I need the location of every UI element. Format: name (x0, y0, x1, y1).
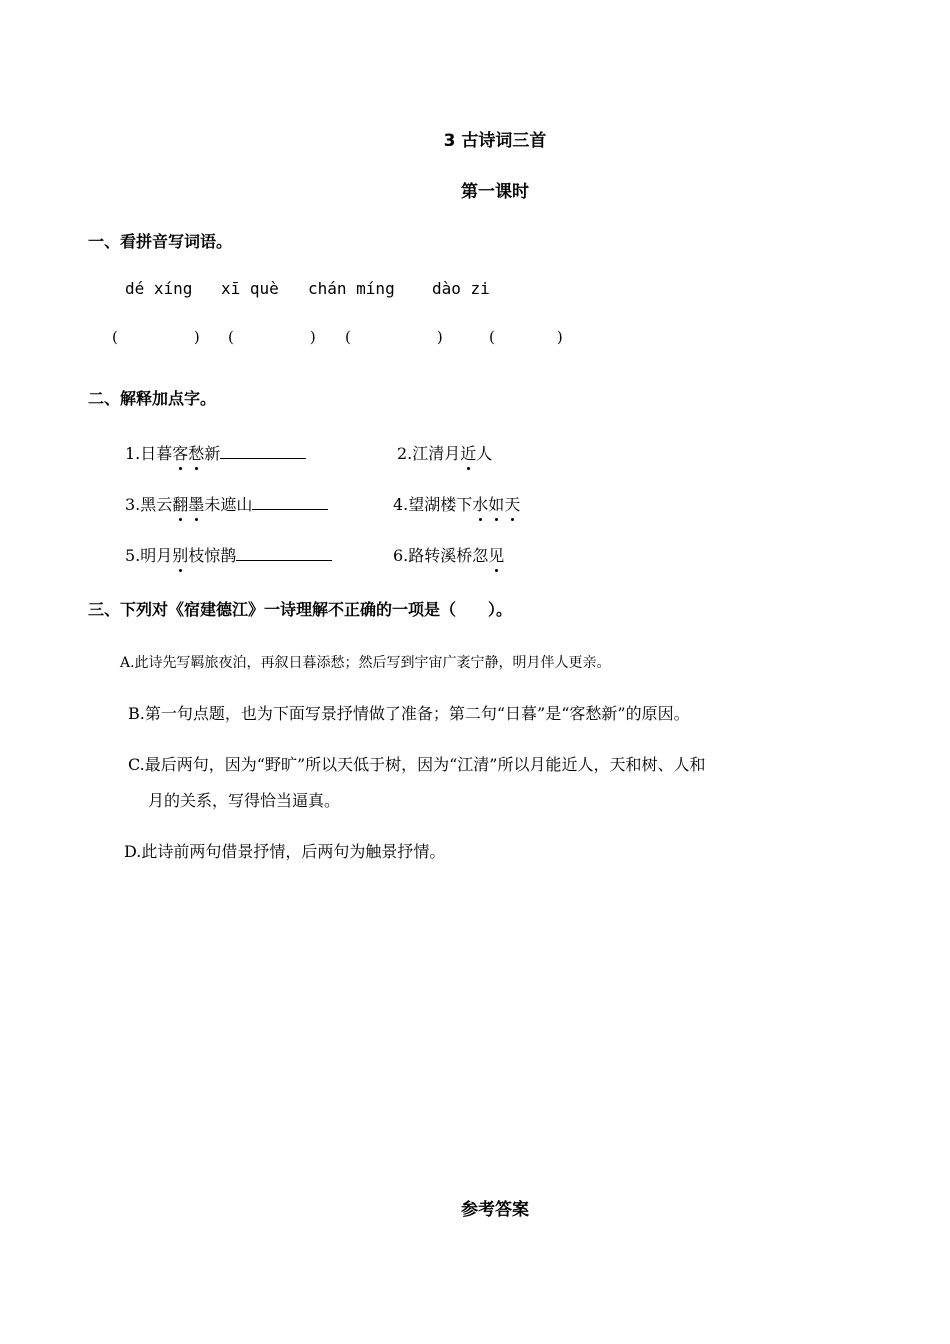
option-c-line2[interactable]: 月的关系，写得恰当逼真。 (148, 791, 341, 810)
dotted-char: 客 (172, 441, 188, 464)
answer-box-1[interactable]: ( ) (112, 328, 200, 346)
section-2-heading: 二、解释加点字。 (88, 389, 217, 408)
dotted-char: 近 (460, 441, 476, 464)
item-2: 2.江清月近人 (397, 441, 492, 464)
lesson-subtitle: 第一课时 (461, 182, 529, 202)
option-d[interactable]: D.此诗前两句借景抒情，后两句为触景抒情。 (124, 842, 446, 861)
dotted-char: 翻 (172, 492, 188, 515)
dotted-char: 天 (504, 492, 520, 515)
answer-box-3[interactable]: ( ) (345, 328, 443, 346)
answer-blank-5[interactable] (236, 544, 332, 561)
item-3: 3.黑云翻墨未遮山 (125, 492, 328, 515)
pinyin-3: chán míng (308, 279, 395, 298)
dotted-char: 别 (172, 543, 188, 566)
option-a[interactable]: A.此诗先写羁旅夜泊，再叙日暮添愁；然后写到宇宙广袤宁静，明月伴人更亲。 (120, 655, 611, 671)
item-4: 4.望湖楼下水如天 (393, 492, 520, 515)
dotted-char: 见 (488, 543, 504, 566)
item-5: 5.明月别枝惊鹊 (125, 543, 332, 566)
worksheet-title: 3 古诗词三首 (443, 131, 547, 151)
dotted-char: 水 (472, 492, 488, 515)
item-6: 6.路转溪桥忽见 (393, 543, 504, 566)
answer-blank-1[interactable] (220, 442, 306, 459)
option-b[interactable]: B.第一句点题，也为下面写景抒情做了准备；第二句“日暮”是“客愁新”的原因。 (128, 704, 690, 723)
pinyin-1: dé xíng (125, 279, 193, 298)
section-1-heading: 一、看拼音写词语。 (88, 232, 233, 251)
dotted-char: 愁 (188, 441, 204, 464)
answer-box-2[interactable]: ( ) (228, 328, 316, 346)
option-c-line1[interactable]: C.最后两句，因为“野旷”所以天低于树，因为“江清”所以月能近人，天和树、人和 (128, 755, 706, 774)
pinyin-2: xī què (221, 279, 279, 298)
pinyin-4: dào zi (432, 279, 490, 298)
dotted-char: 墨 (188, 492, 204, 515)
answer-blank-3[interactable] (252, 493, 328, 510)
section-3-heading: 三、下列对《宿建德江》一诗理解不正确的一项是（ ）。 (88, 600, 513, 619)
item-1: 1.日暮客愁新 (125, 441, 306, 464)
dotted-char: 如 (488, 492, 504, 515)
answers-heading: 参考答案 (461, 1200, 529, 1220)
answer-box-4[interactable]: ( ) (489, 328, 563, 346)
